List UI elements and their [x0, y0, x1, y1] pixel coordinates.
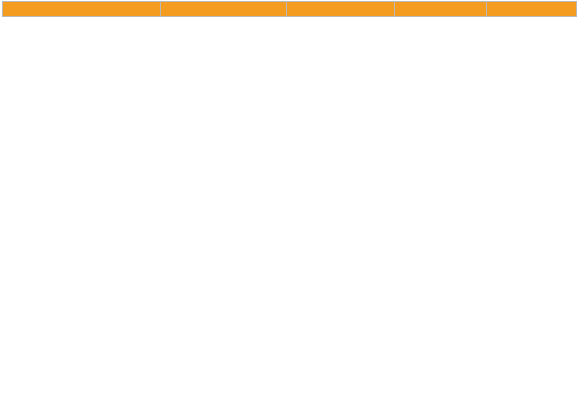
column-header[interactable] [287, 2, 395, 17]
data-table-wrapper [2, 1, 576, 411]
column-header[interactable] [395, 2, 487, 17]
table-header-row [3, 2, 577, 17]
column-header[interactable] [161, 2, 287, 17]
column-header[interactable] [487, 2, 577, 17]
data-table [2, 1, 577, 411]
column-header[interactable] [3, 2, 161, 17]
